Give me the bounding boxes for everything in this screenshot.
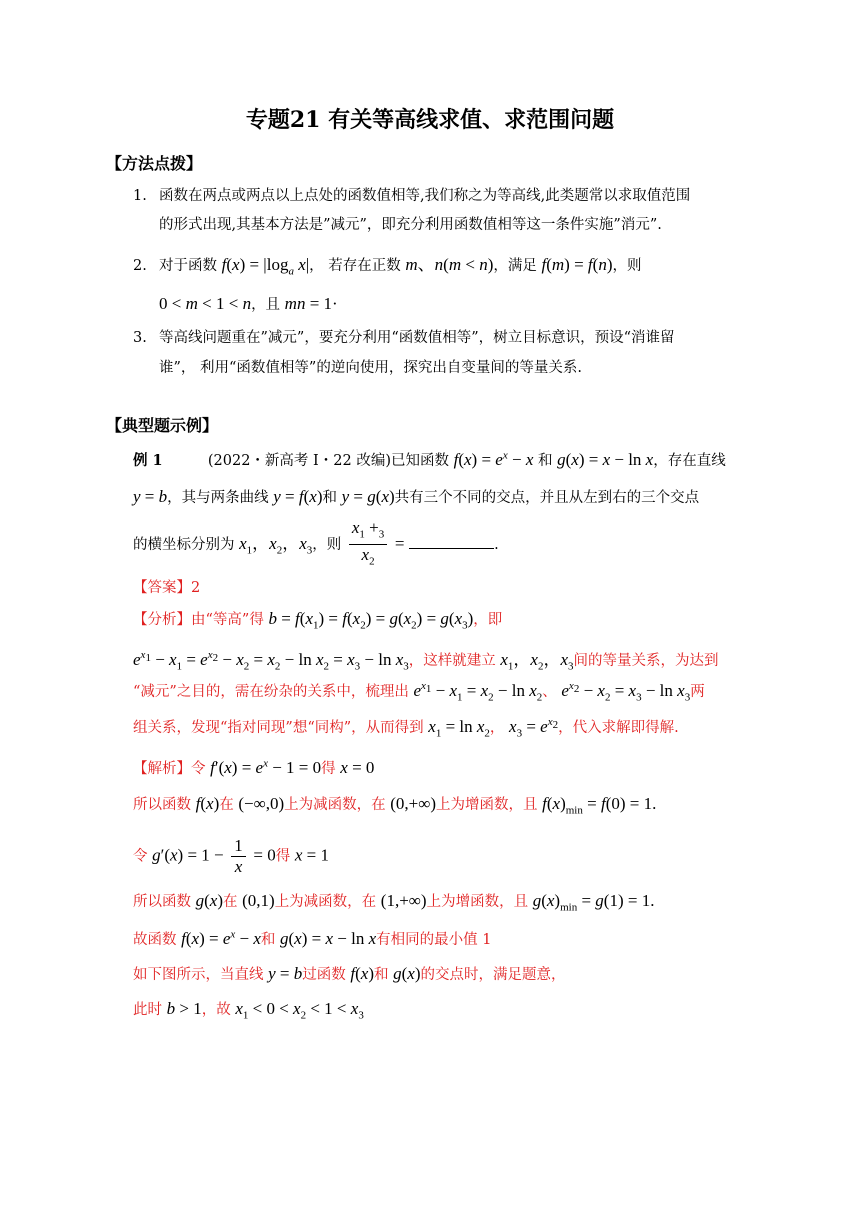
formula-gx-c: g(x) = x − ln x [280, 929, 377, 948]
formula-b-gt-1: b > 1 [166, 999, 202, 1018]
formula-y-fx: y = f(x) [273, 487, 323, 506]
formula-gprime-frac: $\frac{1}{x}$ [231, 836, 246, 877]
formula-x123: $x_1$，$x_2$，$x_3$ [239, 533, 313, 557]
formula-interval-1inf: (1,+∞) [380, 891, 427, 910]
solution-text-6: 上为增函数，且 [436, 797, 538, 813]
formula-fx-d: f(x) [350, 964, 374, 983]
solution-text-16: 如下图所示，当直线 [133, 967, 264, 983]
formula-fx: $f(x) = e^x - x$ [453, 449, 534, 469]
solution-line-7 [133, 998, 364, 1021]
formula-rel-1: $e^{x_1} - x_1 = x_2 - \ln x_2$ [413, 680, 543, 704]
solution-text-12: 上为增函数，且 [426, 894, 529, 910]
formula-interval-neg: (−∞,0) [238, 794, 285, 813]
analysis-text-4: 间的等量关系，为达到 [573, 653, 719, 669]
method-item-2-text-c: ，满足 [493, 258, 537, 274]
formula-x1: x = 1 [294, 845, 329, 865]
formula-interval-01: (0,1) [242, 891, 275, 910]
formula-fx-c: $f(x) = e^x - x$ [181, 928, 261, 948]
solution-text-21: ，故 [201, 1002, 231, 1018]
formula-fraction: $\frac{x_1 +_3}{x_2}$ [349, 518, 387, 572]
solution-text-8: 得 [275, 848, 291, 865]
method-item-1-line-1 [133, 184, 690, 205]
formula-gx-b: g(x) [195, 891, 223, 910]
formula-gx-d: g(x) [393, 964, 421, 983]
solution-line-5 [133, 928, 491, 949]
example-1-text-3: ，存在直线 [653, 453, 726, 469]
solution-text-15: 有相同的最小值 1 [376, 932, 492, 948]
solution-text-18: 和 [373, 967, 389, 983]
analysis-text-7: 组关系，发现“指对同现”想“同构”，从而得到 [133, 720, 424, 736]
formula-fx-b: f(x) [195, 794, 220, 813]
example-1-text-8: ，则 [312, 536, 342, 553]
solution-text-20: 此时 [133, 1002, 162, 1018]
example-1-label: 例 1 [133, 452, 163, 469]
formula-y-gx: y = g(x) [341, 487, 395, 506]
formula-fm-fn: f(m) = f(n) [541, 255, 613, 274]
example-1-text-6: 共有三个不同的交点，并且从左到右的三个交点 [394, 490, 700, 506]
method-item-2-text-b: 若存在正数 [328, 258, 401, 274]
formula-mn: mn = 1· [284, 294, 338, 313]
solution-text-1: 令 [191, 761, 206, 777]
analysis-text-1: 由“等高”得 [191, 612, 264, 628]
example-1-text-5: 和 [322, 490, 338, 506]
formula-x0: x = 0 [340, 758, 375, 777]
method-item-1-text-1: 函数在两点或两点以上点处的函数值相等,我们称之为等高线,此类题常以求取值范围 [159, 188, 691, 204]
solution-label: 【解析】 [133, 761, 191, 777]
example-1-source: (2022・新高考 I・22 改编) [207, 453, 391, 469]
example-1-text-1: 已知函数 [390, 453, 449, 469]
method-item-1-text-2: 的形式出现,其基本方法是”减元”，即充分利用函数值相等这一条件实施”消元”. [159, 217, 662, 233]
method-item-3-text-2: 谁”， 利用“函数值相等”的逆向使用，探究出自变量间的等量关系. [159, 360, 582, 376]
formula-chain: $e^{x_1} - x_1 = e^{x_2} - x_2 = x_2 - \ln x_2 = x_3 - \ln x_3$ [133, 649, 409, 673]
example-1-line-1 [133, 449, 726, 470]
solution-text-19: 的交点时，满足题意， [420, 967, 566, 983]
formula-interval-pos: (0,+∞) [390, 794, 437, 813]
formula-gmin: $g(x)_{min} = g(1) = 1$. [532, 891, 655, 914]
analysis-line-1 [133, 608, 502, 631]
solution-text-17: 过函数 [302, 967, 346, 983]
method-item-3-text-1: 等高线问题重在”减元”，要充分利用“函数值相等”，树立目标意识，预设“消谁留 [159, 330, 675, 346]
formula-x3-ex2: $x_3 = e^{x_2}$ [509, 716, 559, 740]
answer-label: 【答案】 [133, 580, 191, 596]
solution-line-4 [133, 890, 654, 913]
formula-order: $x_1 < 0 < x_2 < 1 < x_3$ [235, 999, 364, 1022]
solution-text-3: 所以函数 [133, 797, 191, 813]
formula-fmin: $f(x)_{min} = f(0) = 1$. [542, 794, 657, 817]
example-1-line-2 [133, 486, 699, 507]
analysis-text-2: ，即 [473, 612, 503, 628]
analysis-line-2 [133, 645, 719, 672]
example-1-text-4: ，其与两条曲线 [167, 490, 269, 506]
formula-gprime: g′(x) = 1 − [152, 845, 224, 865]
solution-text-13: 故函数 [133, 932, 177, 948]
solution-line-1 [133, 757, 374, 778]
method-item-2-line-2-text: ，且 [251, 297, 281, 313]
formula-x123-b: $x_1$，$x_2$，$x_3$ [500, 650, 574, 673]
analysis-text-5: “减元”之目的，需在纷杂的关系中，梳理出 [133, 684, 409, 700]
analysis-text-6: 两 [690, 684, 705, 700]
solution-text-10: 在 [223, 894, 238, 910]
solution-line-2 [133, 793, 656, 816]
examples-heading: 【典型题示例】 [106, 416, 219, 435]
formula-x1-lnx2: $x_1 = \ln x_2$ [428, 717, 490, 740]
method-item-2-number: 2. [133, 258, 147, 274]
example-1-line-3: 的横坐标分别为 $x_1$，$x_2$，$x_3$，则 $\frac{x_1 +_3}{x_2}$ = . [133, 518, 499, 572]
analysis-label: 【分析】 [133, 612, 191, 628]
method-heading: 【方法点拨】 [106, 154, 203, 173]
example-1-text-2: 和 [537, 453, 553, 469]
solution-text-4: 在 [219, 797, 234, 813]
solution-text-7: 令 [133, 848, 148, 865]
formula-log-abs: $f(x) = |\log_a$ x| [221, 255, 310, 278]
solution-text-2: 得 [321, 761, 336, 777]
formula-y-b: y = b [133, 487, 168, 506]
method-item-2-line-1: 2. 对于函数 $f(x) = |\log_a$ x|， 若存在正数 m、n(m < n)，满足 f(m) = f(n)，则 [133, 255, 642, 278]
formula-fprime: $f'(x) = e^x - 1 = 0$ [210, 757, 322, 777]
solution-line-3: 令 g′(x) = 1 − $\frac{1}{x}$ = 0得 x = 1 [133, 836, 329, 876]
example-1-text-7: 的横坐标分别为 [133, 536, 235, 553]
analysis-text-8: ，代入求解即得解. [558, 720, 679, 736]
formula-gx: g(x) = x − ln x [557, 450, 654, 469]
method-item-1-number: 1. [133, 188, 147, 204]
method-item-3-line-1 [133, 326, 675, 347]
page-title: 专题21 有关等高线求值、求范围问题 [245, 107, 615, 133]
analysis-line-4: 组关系，发现“指对同现”想“同构”，从而得到 $x_1 = \ln x_2$， $x_3 = e^{x_2}$，代入求解即得解. [133, 716, 679, 740]
analysis-line-3: “减元”之目的，需在纷杂的关系中，梳理出 $e^{x_1} - x_1 = x_2 - \ln x_2$、 $e^{x_2} - x_2 = x_3 - \ln x_3$两 [133, 680, 705, 704]
formula-rel-2: $e^{x_2} - x_2 = x_3 - \ln x_3$ [561, 680, 691, 704]
analysis-text-3: ，这样就建立 [408, 653, 496, 669]
method-item-2-line-2 [159, 293, 338, 314]
answer-value: 2 [191, 580, 201, 596]
solution-line-6 [133, 963, 565, 984]
formula-m-n: m、n(m < n) [405, 255, 494, 274]
formula-y-b-2: y = b [268, 964, 303, 983]
method-item-2-text-d: ，则 [612, 258, 642, 274]
method-item-2-text-a: 对于函数 [159, 258, 217, 274]
formula-equal-heights: $b = f(x_1) = f(x_2) = g(x_2) = g(x_3)$ [268, 609, 474, 632]
solution-text-14: 和 [260, 932, 276, 948]
solution-text-9: 所以函数 [133, 894, 191, 910]
answer-blank [409, 534, 494, 549]
solution-text-11: 上为减函数，在 [274, 894, 377, 910]
solution-text-5: 上为减函数，在 [284, 797, 386, 813]
method-item-3-number: 3. [133, 330, 147, 346]
answer-line [133, 576, 200, 597]
formula-range: 0 < m < 1 < n [159, 294, 252, 313]
